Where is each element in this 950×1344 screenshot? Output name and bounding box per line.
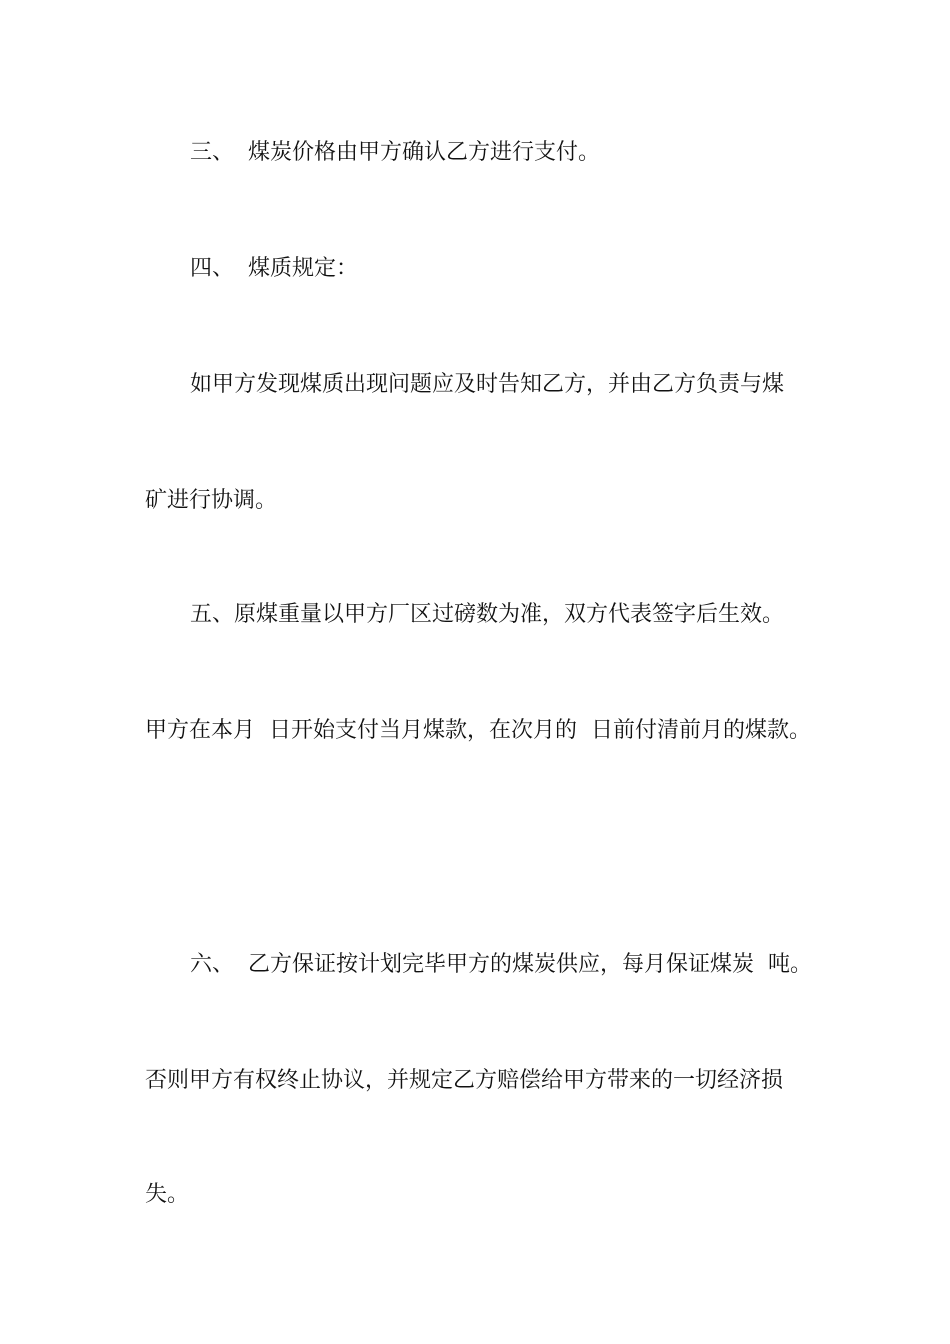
clause-4-heading: 四、 煤质规定：	[190, 256, 358, 281]
clause-4-text-line-1: 如甲方发现煤质出现问题应及时告知乙方，并由乙方负责与煤	[190, 372, 785, 397]
clause-6-line-2: 否则甲方有权终止协议，并规定乙方赔偿给甲方带来的一切经济损	[145, 1068, 784, 1093]
clause-6-line-3: 失。	[145, 1182, 190, 1207]
clause-3-line: 三、 煤炭价格由甲方确认乙方进行支付。	[190, 140, 600, 165]
clause-4-text-line-2: 矿进行协调。	[145, 488, 278, 513]
clause-5-line: 五、原煤重量以甲方厂区过磅数为准，双方代表签字后生效。	[190, 602, 785, 627]
payment-terms-line: 甲方在本月 日开始支付当月煤款，在次月的 日前付清前月的煤款。	[145, 718, 811, 743]
clause-6-line-1: 六、 乙方保证按计划完毕甲方的煤炭供应，每月保证煤炭 吨。	[190, 952, 812, 977]
